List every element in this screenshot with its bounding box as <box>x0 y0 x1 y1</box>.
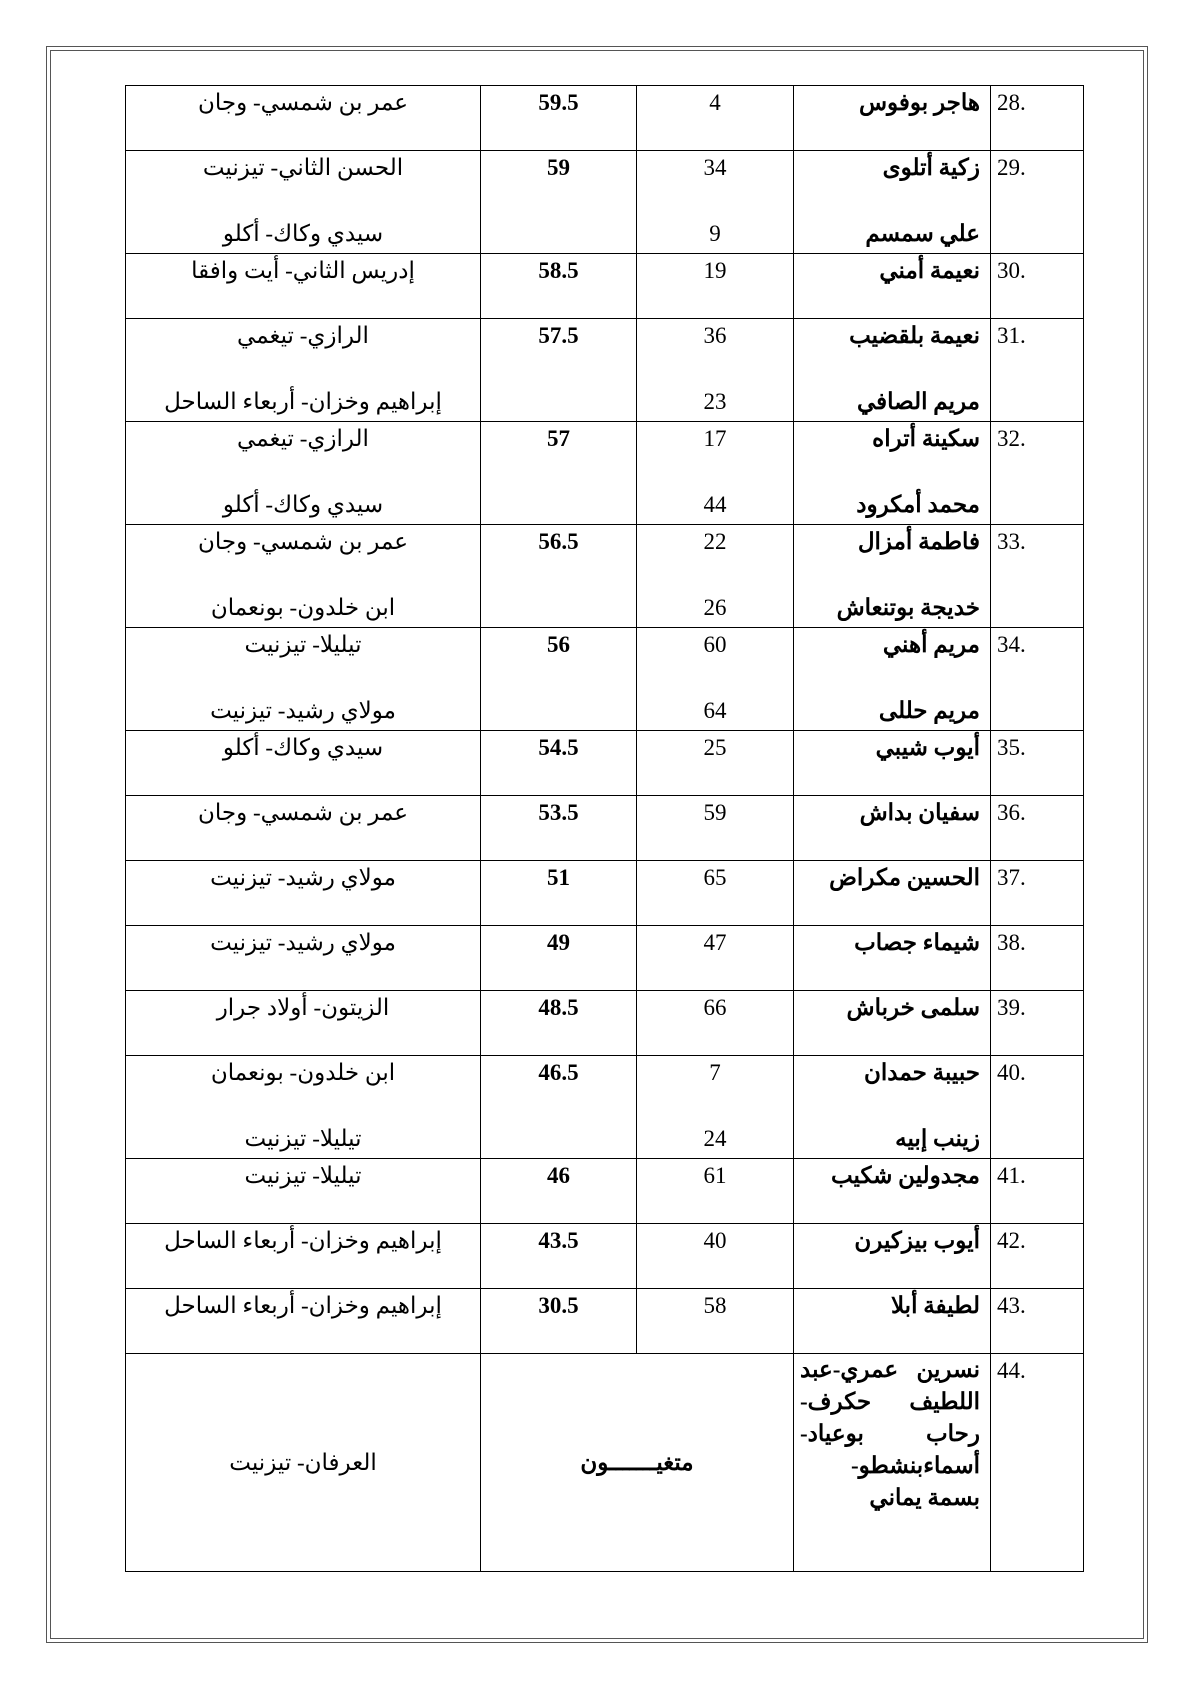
row-number-cell <box>991 525 1084 628</box>
score-value: 30.5 <box>538 1293 579 1318</box>
candidate-name: أيوب بيزكيرن <box>854 1228 980 1253</box>
school-cell <box>126 1159 481 1224</box>
code-cell <box>637 151 794 254</box>
school-name: الزيتون- أولاد جرار <box>216 995 390 1020</box>
school-cell <box>126 151 481 254</box>
name-cell <box>794 1289 991 1354</box>
score-cell <box>481 861 637 926</box>
candidate-name: زينب إبيه <box>895 1126 980 1151</box>
candidate-name: محمد أمكرود <box>856 492 980 517</box>
candidate-code: 19 <box>703 258 727 283</box>
score-value: 53.5 <box>538 800 579 825</box>
name-cell <box>794 796 991 861</box>
row-number-cell <box>991 731 1084 796</box>
score-value: 59 <box>547 155 570 180</box>
candidate-code: 64 <box>703 698 727 723</box>
school-name: إبراهيم وخزان- أربعاء الساحل <box>164 1293 442 1318</box>
name-cell <box>794 926 991 991</box>
school-name: مولاي رشيد- تيزنيت <box>210 865 396 890</box>
school-cell <box>126 861 481 926</box>
row-number: 30. <box>997 258 1026 283</box>
name-cell <box>794 991 991 1056</box>
candidate-code: 58 <box>703 1293 727 1318</box>
row-number: 44. <box>997 1358 1026 1383</box>
code-cell <box>637 991 794 1056</box>
score-value: 46.5 <box>538 1060 579 1085</box>
score-cell <box>481 1224 637 1289</box>
school-name: تيليلا- تيزنيت <box>244 1126 362 1151</box>
row-number: 37. <box>997 865 1026 890</box>
score-value: 58.5 <box>538 258 579 283</box>
school-name: الحسن الثاني- تيزنيت <box>202 155 404 180</box>
row-number: 35. <box>997 735 1026 760</box>
score-value: 57 <box>547 426 570 451</box>
score-cell <box>481 1056 637 1159</box>
school-name: سيدي وكاك- أكلو <box>222 221 384 246</box>
candidate-code: 7 <box>709 1060 721 1085</box>
score-cell <box>481 628 637 731</box>
table-row <box>126 628 1084 731</box>
score-cell <box>481 991 637 1056</box>
score-value: 48.5 <box>538 995 579 1020</box>
name-cell <box>794 525 991 628</box>
code-cell <box>637 422 794 525</box>
score-value: 46 <box>547 1163 570 1188</box>
candidate-code: 25 <box>703 735 727 760</box>
candidate-code: 66 <box>703 995 727 1020</box>
school-cell <box>126 628 481 731</box>
candidate-code: 59 <box>703 800 727 825</box>
school-name: إدريس الثاني- أيت وافقا <box>191 258 415 283</box>
table-row <box>126 1224 1084 1289</box>
candidate-code: 34 <box>703 155 727 180</box>
row-number: 32. <box>997 426 1026 451</box>
row-number-cell <box>991 319 1084 422</box>
score-value: 57.5 <box>538 323 579 348</box>
name-cell <box>794 1159 991 1224</box>
row-number: 38. <box>997 930 1026 955</box>
name-cell <box>794 1354 991 1572</box>
row-number-cell <box>991 1224 1084 1289</box>
candidate-name: زكية أتلوى <box>882 155 980 180</box>
row-number: 42. <box>997 1228 1026 1253</box>
score-value: 56.5 <box>538 529 579 554</box>
school-cell <box>126 319 481 422</box>
school-cell <box>126 1224 481 1289</box>
school-name: سيدي وكاك- أكلو <box>222 492 384 517</box>
code-cell <box>637 1159 794 1224</box>
row-number: 40. <box>997 1060 1026 1085</box>
table-row <box>126 86 1084 151</box>
school-cell <box>126 731 481 796</box>
code-cell <box>637 1289 794 1354</box>
score-cell <box>481 86 637 151</box>
score-value: 51 <box>547 865 570 890</box>
name-cell <box>794 861 991 926</box>
candidate-code: 4 <box>709 90 721 115</box>
code-cell <box>637 796 794 861</box>
code-cell <box>637 319 794 422</box>
score-cell <box>481 254 637 319</box>
score-value: 56 <box>547 632 570 657</box>
school-name: إبراهيم وخزان- أربعاء الساحل <box>164 389 442 414</box>
school-name: مولاي رشيد- تيزنيت <box>210 930 396 955</box>
candidate-code: 9 <box>709 221 721 246</box>
school-name: عمر بن شمسي- وجان <box>197 529 408 554</box>
code-cell <box>637 86 794 151</box>
row-number-cell <box>991 254 1084 319</box>
row-number-cell <box>991 422 1084 525</box>
school-cell <box>126 926 481 991</box>
row-number-cell <box>991 1354 1084 1572</box>
school-name: سيدي وكاك- أكلو <box>222 735 384 760</box>
code-cell <box>637 861 794 926</box>
candidate-name: مريم الصافي <box>857 389 980 414</box>
school-cell <box>126 422 481 525</box>
score-cell <box>481 1159 637 1224</box>
school-cell <box>126 525 481 628</box>
table-row <box>126 991 1084 1056</box>
row-number: 43. <box>997 1293 1026 1318</box>
code-cell <box>637 254 794 319</box>
name-cell <box>794 731 991 796</box>
row-number-cell <box>991 1159 1084 1224</box>
score-cell <box>481 1289 637 1354</box>
code-cell <box>637 525 794 628</box>
name-cell <box>794 86 991 151</box>
table-row <box>126 254 1084 319</box>
table-row <box>126 422 1084 525</box>
candidate-name: لطيفة أبلا <box>890 1293 980 1318</box>
row-number: 31. <box>997 323 1026 348</box>
table-row <box>126 319 1084 422</box>
school-name: إبراهيم وخزان- أربعاء الساحل <box>164 1228 442 1253</box>
school-name: تيليلا- تيزنيت <box>244 632 362 657</box>
candidate-name: أيوب شيبي <box>875 735 980 760</box>
table-row <box>126 926 1084 991</box>
row-number-cell <box>991 628 1084 731</box>
name-cell <box>794 151 991 254</box>
candidate-code: 26 <box>703 595 727 620</box>
table-row <box>126 796 1084 861</box>
score-cell <box>481 319 637 422</box>
candidate-name: حبيبة حمدان <box>864 1060 980 1085</box>
row-number-cell <box>991 151 1084 254</box>
row-number-cell <box>991 861 1084 926</box>
row-number-cell <box>991 86 1084 151</box>
school-cell <box>126 86 481 151</box>
table-row <box>126 1159 1084 1224</box>
row-number: 39. <box>997 995 1026 1020</box>
score-value: 59.5 <box>538 90 579 115</box>
row-number-cell <box>991 991 1084 1056</box>
code-cell <box>637 1224 794 1289</box>
table-row <box>126 1056 1084 1159</box>
score-value: متغيـــــــون <box>580 1449 694 1475</box>
candidate-code: 24 <box>703 1126 727 1151</box>
score-cell <box>481 422 637 525</box>
score-value: 43.5 <box>538 1228 579 1253</box>
table-row-group <box>126 1354 1084 1572</box>
score-cell <box>481 731 637 796</box>
school-name: مولاي رشيد- تيزنيت <box>210 698 396 723</box>
candidate-name: خديجة بوتنعاش <box>836 595 980 620</box>
candidate-name: نعيمة بلقضيب <box>849 323 980 348</box>
school-cell <box>126 254 481 319</box>
candidate-name: نعيمة أمني <box>879 258 980 283</box>
score-cell <box>481 151 637 254</box>
school-name: عمر بن شمسي- وجان <box>197 90 408 115</box>
candidate-code: 22 <box>703 529 727 554</box>
table-row <box>126 731 1084 796</box>
candidate-name: علي سمسم <box>865 221 980 246</box>
results-table <box>125 85 1084 1572</box>
table-row <box>126 525 1084 628</box>
name-cell <box>794 628 991 731</box>
school-name: ابن خلدون- بونعمان <box>210 595 396 620</box>
school-cell <box>126 1354 481 1572</box>
school-name: عمر بن شمسي- وجان <box>197 800 408 825</box>
row-number: 34. <box>997 632 1026 657</box>
candidate-name: مريم أهني <box>882 632 980 657</box>
row-number: 28. <box>997 90 1026 115</box>
school-cell <box>126 1289 481 1354</box>
row-number: 33. <box>997 529 1026 554</box>
score-value: 54.5 <box>538 735 579 760</box>
code-cell <box>637 926 794 991</box>
school-cell <box>126 796 481 861</box>
candidate-name: فاطمة أمزال <box>857 529 980 554</box>
candidate-name: مجدولين شكيب <box>830 1163 980 1188</box>
name-cell <box>794 319 991 422</box>
name-cell <box>794 1224 991 1289</box>
row-number: 29. <box>997 155 1026 180</box>
school-name: تيليلا- تيزنيت <box>244 1163 362 1188</box>
candidate-name: سكينة أتراه <box>872 426 980 451</box>
row-number-cell <box>991 926 1084 991</box>
candidate-code: 47 <box>703 930 727 955</box>
candidate-name: مريم حللى <box>878 698 980 723</box>
candidate-name: شيماء جصاب <box>854 930 980 955</box>
name-cell <box>794 422 991 525</box>
candidate-name: سلمى خرباش <box>846 995 980 1020</box>
school-cell <box>126 1056 481 1159</box>
code-cell <box>637 628 794 731</box>
table-row <box>126 1289 1084 1354</box>
candidate-name: الحسين مكراض <box>829 865 980 890</box>
score-cell <box>481 1354 794 1572</box>
candidate-code: 17 <box>703 426 727 451</box>
candidate-name: هاجر بوفوس <box>858 90 980 115</box>
score-cell <box>481 796 637 861</box>
score-cell <box>481 926 637 991</box>
school-name: ابن خلدون- بونعمان <box>210 1060 396 1085</box>
candidate-code: 61 <box>703 1163 727 1188</box>
name-cell <box>794 1056 991 1159</box>
code-cell <box>637 731 794 796</box>
candidate-code: 23 <box>703 389 727 414</box>
candidate-names-group: نسرين عمري-عبد اللطيف حكرف- رحاب بوعياد- أسماءبنشطو- بسمة يماني <box>800 1357 980 1510</box>
candidate-code: 36 <box>703 323 727 348</box>
candidate-code: 44 <box>703 492 727 517</box>
name-cell <box>794 254 991 319</box>
score-cell <box>481 525 637 628</box>
candidate-name: سفيان بداش <box>859 800 980 825</box>
candidate-code: 60 <box>703 632 727 657</box>
school-cell <box>126 991 481 1056</box>
candidate-code: 65 <box>703 865 727 890</box>
row-number: 41. <box>997 1163 1026 1188</box>
table-row <box>126 861 1084 926</box>
candidate-code: 40 <box>703 1228 727 1253</box>
code-cell <box>637 1056 794 1159</box>
row-number: 36. <box>997 800 1026 825</box>
row-number-cell <box>991 1056 1084 1159</box>
row-number-cell <box>991 796 1084 861</box>
row-number-cell <box>991 1289 1084 1354</box>
school-name: العرفان- تيزنيت <box>229 1450 377 1475</box>
score-value: 49 <box>547 930 570 955</box>
school-name: الرازي- تيغمي <box>237 426 369 451</box>
table-row <box>126 151 1084 254</box>
school-name: الرازي- تيغمي <box>237 323 369 348</box>
